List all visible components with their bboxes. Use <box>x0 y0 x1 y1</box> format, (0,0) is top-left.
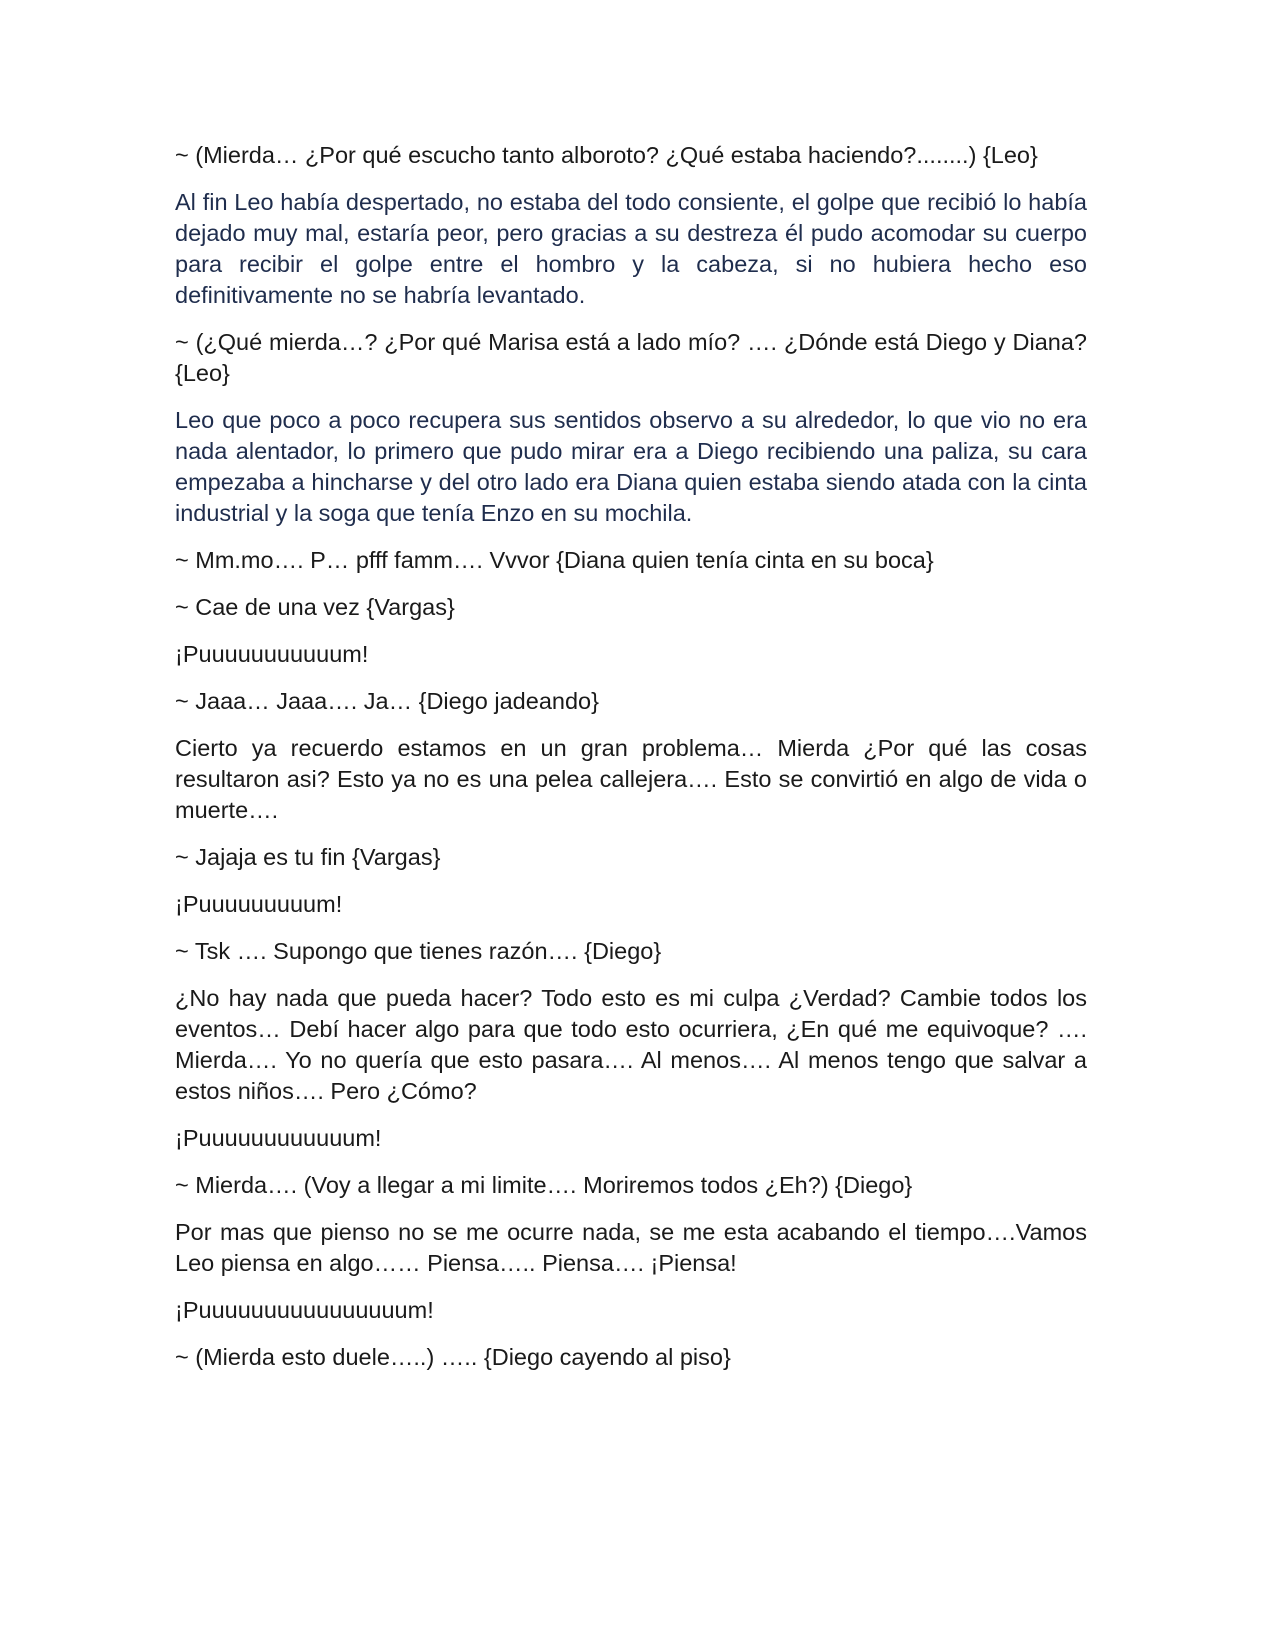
paragraph-18: ~ (Mierda esto duele…..) ….. {Diego cayendo al piso} <box>175 1344 731 1370</box>
paragraph-4: Leo que poco a poco recupera sus sentidos observo a su alrededor, lo que vio no era nada alentador, lo primero que pudo mirar era a Diego recibiendo una paliza, su cara empezaba a hincharse y del otro lado era Diana quien estaba siendo atada con la cinta industrial y la soga que tenía Enzo en su mochila. <box>175 407 1087 526</box>
paragraph-5: ~ Mm.mo…. P… pfff famm…. Vvvor {Diana quien tenía cinta en su boca} <box>175 547 934 573</box>
paragraph-8: ~ Jaaa… Jaaa…. Ja… {Diego jadeando} <box>175 688 599 714</box>
paragraph-14: ¡Puuuuuuuuuuuum! <box>175 1125 382 1151</box>
document-page <box>175 140 1087 1389</box>
paragraph-1: ~ (Mierda… ¿Por qué escucho tanto alboroto? ¿Qué estaba haciendo?........) {Leo} <box>175 142 1038 168</box>
paragraph-10: ~ Jajaja es tu fin {Vargas} <box>175 844 441 870</box>
paragraph-12: ~ Tsk …. Supongo que tienes razón…. {Diego} <box>175 938 662 964</box>
paragraph-2: Al fin Leo había despertado, no estaba del todo consiente, el golpe que recibió lo había dejado muy mal, estaría peor, pero gracias a su destreza él pudo acomodar su cuerpo para recibir el golpe entre el hombro y la cabeza, si no hubiera hecho eso definitivamente no se habría levantado. <box>175 189 1087 308</box>
paragraph-9: Cierto ya recuerdo estamos en un gran problema… Mierda ¿Por qué las cosas resultaron asi? Esto ya no es una pelea callejera…. Esto se convirtió en algo de vida o muerte…. <box>175 735 1087 823</box>
paragraph-17: ¡Puuuuuuuuuuuuuuuum! <box>175 1297 434 1323</box>
paragraph-7: ¡Puuuuuuuuuuum! <box>175 641 369 667</box>
paragraph-13: ¿No hay nada que pueda hacer? Todo esto es mi culpa ¿Verdad? Cambie todos los eventos… Debí hacer algo para que todo esto ocurriera, ¿En qué me equivoque? …. Mierda…. Yo no quería que esto pasara…. Al menos…. Al menos tengo que salvar a estos niños…. Pero ¿Cómo? <box>175 985 1087 1104</box>
paragraph-6: ~ Cae de una vez {Vargas} <box>175 594 455 620</box>
paragraph-15: ~ Mierda…. (Voy a llegar a mi limite…. Moriremos todos ¿Eh?) {Diego} <box>175 1172 913 1198</box>
paragraph-3: ~ (¿Qué mierda…? ¿Por qué Marisa está a lado mío? …. ¿Dónde está Diego y Diana? {Leo} <box>175 329 1087 386</box>
paragraph-16: Por mas que pienso no se me ocurre nada, se me esta acabando el tiempo….Vamos Leo piensa en algo…… Piensa….. Piensa…. ¡Piensa! <box>175 1219 1087 1276</box>
paragraph-11: ¡Puuuuuuuuum! <box>175 891 343 917</box>
